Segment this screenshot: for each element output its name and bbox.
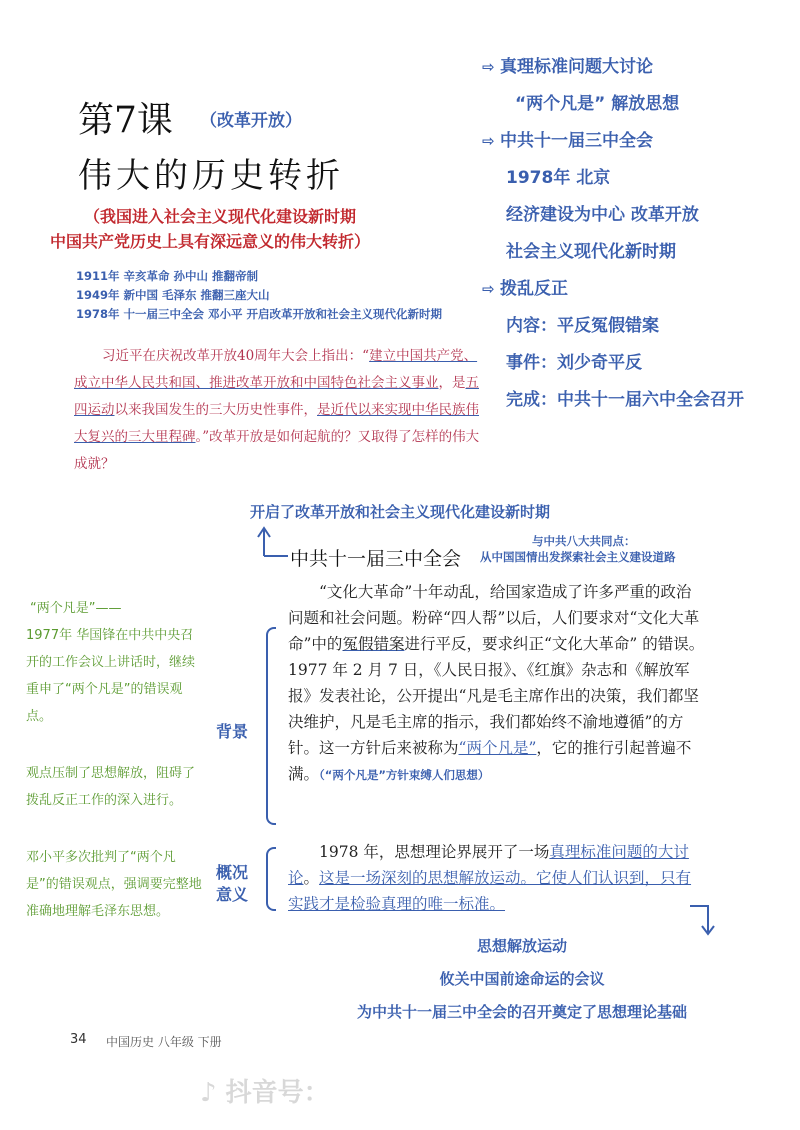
right-note-3: ⇨ 中共十一届三中全会	[482, 131, 653, 151]
arrow-right-icon: ⇨	[482, 280, 495, 298]
right-note-6: 社会主义现代化新时期	[506, 242, 676, 262]
label-background: 背景	[216, 722, 249, 741]
right-note-4: 1978年 北京	[506, 168, 611, 188]
up-arrow-icon	[254, 522, 294, 558]
green-note-3: 观点压制了思想解放，阻碍了拨乱反正工作的深入进行。	[26, 766, 196, 808]
label-overview: 概况	[216, 863, 249, 882]
green-note-4: 邓小平多次批判了“两个凡是”的错误观点，强调要完整地准确地理解毛泽东思想。	[26, 850, 202, 919]
lesson-number: 第7课	[78, 100, 173, 141]
bottom-note-1: 思想解放运动	[476, 937, 567, 955]
intro-quote: 习近平在庆祝改革开放40周年大会上指出：“建立中国共产党、成立中华人民共和国、推进改革开放和中国特色社会主义事业，是五四运动以来我国发生的三大历史性事件，是近代以来实现中华民族伟大复兴的三大里程碑。”改革开放是如何起航的？又取得了怎样的伟大成就？	[74, 348, 480, 472]
bottom-note-3: 为中共十一届三中全会的召开奠定了思想理论基础	[356, 1003, 687, 1021]
body-paragraph-2: 1978 年，思想理论界展开了一场真理标准问题的大讨论。这是一场深刻的思想解放运动。它使人们认识到，只有实践才是检验真理的唯一标准。	[288, 843, 692, 913]
timeline-item: 1949年 新中国 毛泽东 推翻三座大山	[76, 288, 270, 302]
green-note-1: “两个凡是”——	[30, 601, 122, 616]
timeline-item: 1978年 十一届三中全会 邓小平 开启改革开放和社会主义现代化新时期	[76, 307, 443, 321]
book-title: 中国历史 八年级 下册	[106, 1035, 222, 1049]
timeline-item: 1911年 辛亥革命 孙中山 推翻帝制	[76, 269, 259, 283]
body-paragraph-1: “文化大革命”十年动乱，给国家造成了许多严重的政治问题和社会问题。粉碎“四人帮”以后，人们要求对“文化大革命”中的冤假错案进行平反，要求纠正“文化大革命” 的错误。1977 年 2 月 7 日，《人民日报》、《红旗》杂志和《解放军报》发表社论，公开提出“凡是毛主席作出的决策，我们都坚决维护，凡是毛主席的指示，我们都始终不渝地遵循”的方针。这一方针后来被称为“两个凡是”，它的推行引起普遍不满。（“两个凡是”方针束缚人们思想）	[288, 583, 705, 783]
section-side-note-1: 与中共八大共同点：	[532, 534, 636, 548]
watermark: ♪ 抖音号：	[200, 1078, 330, 1108]
right-note-9: 事件：刘少奇平反	[506, 353, 642, 373]
bracket-overview	[266, 847, 276, 911]
label-significance: 意义	[216, 885, 249, 904]
lesson-tag: （改革开放）	[200, 111, 302, 131]
tiktok-icon: ♪	[200, 1078, 217, 1108]
down-arrow-icon	[688, 900, 720, 940]
section-heading: 中共十一届三中全会	[290, 548, 462, 570]
green-note-2: 1977年 华国锋在中共中央召开的工作会议上讲话时，继续重申了“两个凡是”的错误观点。	[26, 628, 196, 724]
right-note-5: 经济建设为中心 改革开放	[506, 205, 699, 225]
lesson-title: 伟大的历史转折	[78, 156, 344, 196]
right-note-2: “两个凡是” 解放思想	[515, 94, 680, 114]
right-note-1: ⇨ 真理标准问题大讨论	[482, 57, 653, 77]
subtitle-line-2: 中国共产党历史上具有深远意义的伟大转折）	[50, 232, 371, 251]
section-arrow-note: 开启了改革开放和社会主义现代化建设新时期	[250, 503, 551, 521]
arrow-right-icon: ⇨	[482, 132, 495, 150]
bottom-note-2: 攸关中国前途命运的会议	[439, 970, 605, 988]
arrow-right-icon: ⇨	[482, 58, 495, 76]
right-note-7: ⇨ 拨乱反正	[482, 279, 568, 299]
section-side-note-2: 从中国国情出发探索社会主义建设道路	[480, 550, 676, 564]
bracket-background	[266, 627, 276, 825]
subtitle-line-1: （我国进入社会主义现代化建设新时期	[84, 207, 357, 226]
right-note-10: 完成：中共十一届六中全会召开	[506, 390, 744, 410]
right-note-8: 内容：平反冤假错案	[506, 316, 659, 336]
page-number: 34	[70, 1032, 87, 1047]
